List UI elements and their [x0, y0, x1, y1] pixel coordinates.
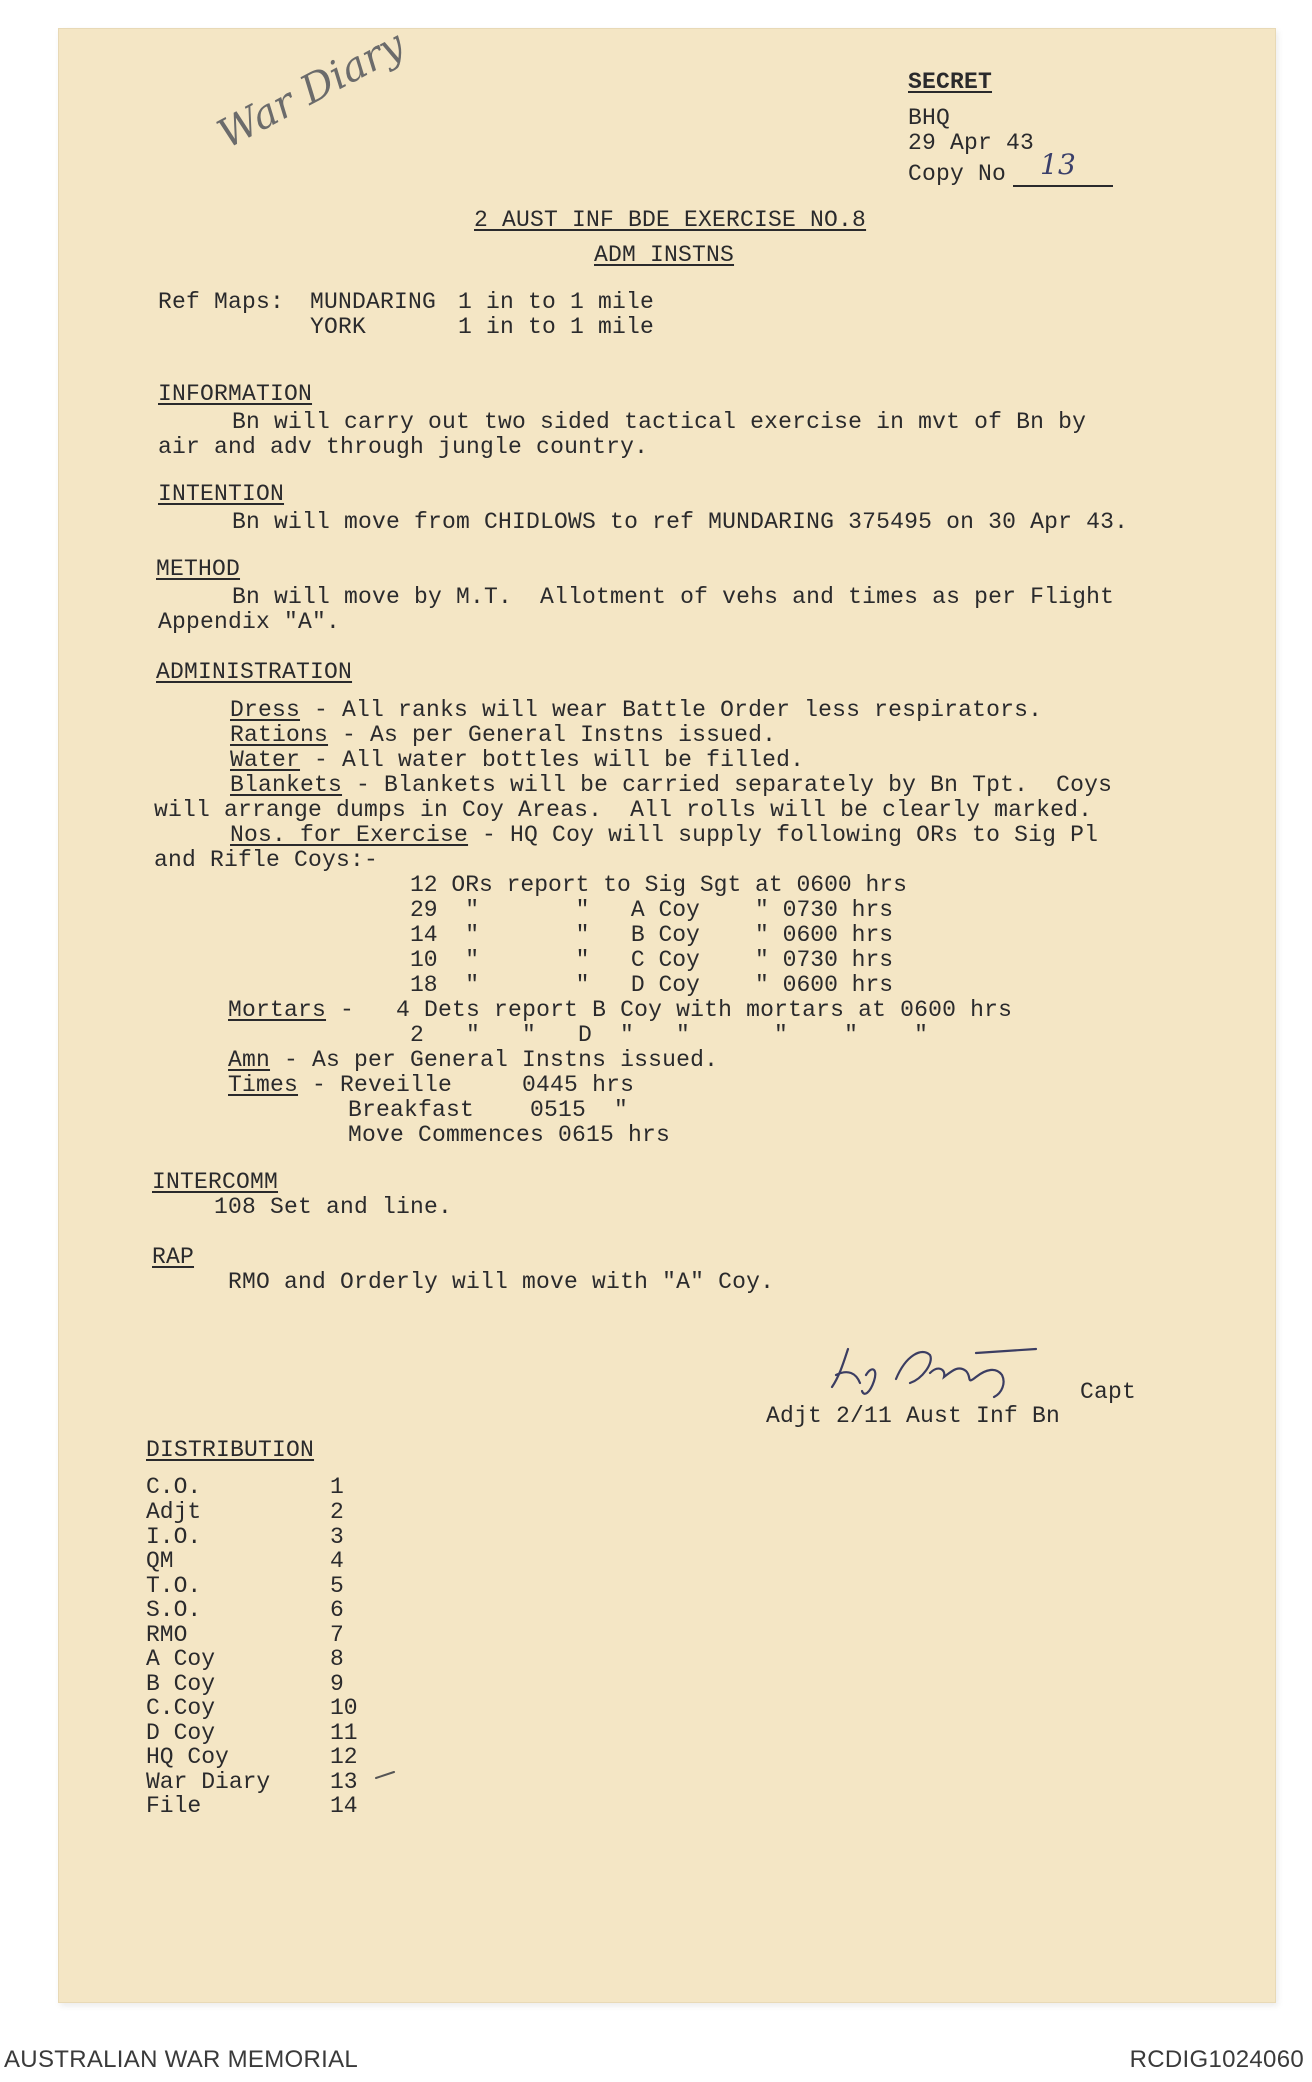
header-hq: BHQ [908, 105, 951, 131]
admin-mortars-text-cont: 2 " " D " " " " " [410, 1022, 929, 1048]
footer-record-id: RCDIG1024060 [1129, 2046, 1304, 2073]
signature-rank: Capt [1080, 1379, 1137, 1405]
distribution-copy: 14 [330, 1793, 358, 1819]
admin-mortars-text: - 4 Dets report B Coy with mortars at 0600 hrs [326, 997, 1013, 1023]
admin-mortars-line [228, 998, 1012, 1023]
header-date: 29 Apr 43 [908, 130, 1035, 156]
information-text: air and adv through jungle country. [158, 434, 649, 460]
distribution-name: RMO [146, 1622, 188, 1648]
distribution-name: I.O. [146, 1524, 202, 1550]
nos-row: 10 " " C Coy " 0730 hrs [410, 947, 894, 973]
distribution-copy: 12 [330, 1744, 358, 1770]
intention-text: Bn will move from CHIDLOWS to ref MUNDARING 375495 on 30 Apr 43. [232, 509, 1129, 535]
distribution-name: File [146, 1793, 202, 1819]
distribution-copy: 3 [330, 1524, 344, 1550]
section-heading-intention: INTENTION [158, 481, 285, 507]
distribution-copy: 6 [330, 1597, 344, 1623]
section-heading-intercomm: INTERCOMM [152, 1169, 279, 1195]
admin-mortars-label: Mortars [228, 997, 327, 1023]
ref-maps-label: Ref Maps: [158, 289, 285, 315]
section-heading-rap: RAP [152, 1244, 195, 1270]
nos-row: 29 " " A Coy " 0730 hrs [410, 897, 894, 923]
ref-map-name: MUNDARING [310, 289, 437, 315]
distribution-copy: 7 [330, 1622, 344, 1648]
distribution-copy: 11 [330, 1720, 358, 1746]
admin-blankets-text: - Blankets will be carried separately by Bn Tpt. Coys [342, 772, 1113, 798]
document-title: 2 AUST INF BDE EXERCISE NO.8 [474, 207, 867, 233]
ref-map-scale: 1 in to 1 mile [458, 314, 655, 340]
distribution-name: QM [146, 1548, 174, 1574]
handwritten-margin-note: War Diary [210, 21, 412, 158]
distribution-name: T.O. [146, 1573, 202, 1599]
admin-rations-text: - As per General Instns issued. [328, 722, 777, 748]
admin-dress-text: - All ranks will wear Battle Order less respirators. [300, 697, 1043, 723]
admin-times-line [228, 1073, 634, 1098]
admin-blankets-text-cont: will arrange dumps in Coy Areas. All rolls will be clearly marked. [154, 797, 1093, 823]
distribution-name: B Coy [146, 1671, 216, 1697]
information-text: Bn will carry out two sided tactical exercise in mvt of Bn by [232, 409, 1087, 435]
admin-rations-line [230, 723, 776, 748]
intercomm-text: 108 Set and line. [214, 1194, 453, 1220]
footer-institution: AUSTRALIAN WAR MEMORIAL [4, 2046, 359, 2073]
classification-marking: SECRET [908, 69, 993, 95]
rap-text: RMO and Orderly will move with "A" Coy. [228, 1269, 775, 1295]
method-text: Bn will move by M.T. Allotment of vehs and times as per Flight [232, 584, 1115, 610]
nos-row: 18 " " D Coy " 0600 hrs [410, 972, 894, 998]
admin-amn-label: Amn [228, 1047, 271, 1073]
admin-nos-label: Nos. for Exercise [230, 822, 469, 848]
admin-water-line [230, 748, 804, 773]
section-heading-information: INFORMATION [158, 381, 313, 407]
admin-nos-text: - HQ Coy will supply following ORs to Sig Pl [468, 822, 1099, 848]
nos-row: 14 " " B Coy " 0600 hrs [410, 922, 894, 948]
copy-number-handwritten: 13 [1040, 148, 1077, 181]
admin-times-move: Move Commences 0615 hrs [348, 1122, 671, 1148]
distribution-name: HQ Coy [146, 1744, 229, 1770]
handwritten-signature [826, 1335, 1066, 1405]
signature-appointment: Adjt 2/11 Aust Inf Bn [766, 1403, 1061, 1429]
ref-map-scale: 1 in to 1 mile [458, 289, 655, 315]
admin-blankets-label: Blankets [230, 772, 343, 798]
distribution-copy: 8 [330, 1646, 344, 1672]
method-text: Appendix "A". [158, 609, 341, 635]
distribution-name: S.O. [146, 1597, 202, 1623]
distribution-copy: 10 [330, 1695, 358, 1721]
admin-dress-label: Dress [230, 697, 301, 723]
admin-amn-line [228, 1048, 718, 1073]
admin-nos-line [230, 823, 1098, 848]
admin-times-breakfast: Breakfast 0515 " [348, 1097, 629, 1123]
section-heading-distribution: DISTRIBUTION [146, 1437, 315, 1463]
admin-water-text: - All water bottles will be filled. [300, 747, 805, 773]
distribution-name: D Coy [146, 1720, 216, 1746]
distribution-name: C.Coy [146, 1695, 216, 1721]
distribution-name: C.O. [146, 1474, 202, 1500]
distribution-name: Adjt [146, 1499, 202, 1525]
section-heading-method: METHOD [156, 556, 241, 582]
admin-dress-line [230, 698, 1042, 723]
distribution-copy: 5 [330, 1573, 344, 1599]
tick-mark-icon [374, 1768, 398, 1782]
admin-water-label: Water [230, 747, 301, 773]
distribution-name: A Coy [146, 1646, 216, 1672]
admin-times-text: - Reveille 0445 hrs [298, 1072, 635, 1098]
section-heading-administration: ADMINISTRATION [156, 659, 353, 685]
admin-rations-label: Rations [230, 722, 329, 748]
admin-times-label: Times [228, 1072, 299, 1098]
copy-number-label: Copy No [908, 161, 1007, 187]
distribution-copy: 1 [330, 1474, 344, 1500]
ref-map-name: YORK [310, 314, 367, 340]
admin-amn-text: - As per General Instns issued. [270, 1047, 719, 1073]
distribution-copy: 2 [330, 1499, 344, 1525]
distribution-copy: 9 [330, 1671, 344, 1697]
admin-blankets-line [230, 773, 1112, 798]
document-subtitle: ADM INSTNS [594, 242, 735, 268]
distribution-copy: 13 [330, 1769, 358, 1795]
distribution-name: War Diary [146, 1769, 271, 1795]
nos-row: 12 ORs report to Sig Sgt at 0600 hrs [410, 872, 907, 898]
distribution-copy: 4 [330, 1548, 344, 1574]
admin-nos-text-cont: and Rifle Coys:- [154, 847, 379, 873]
